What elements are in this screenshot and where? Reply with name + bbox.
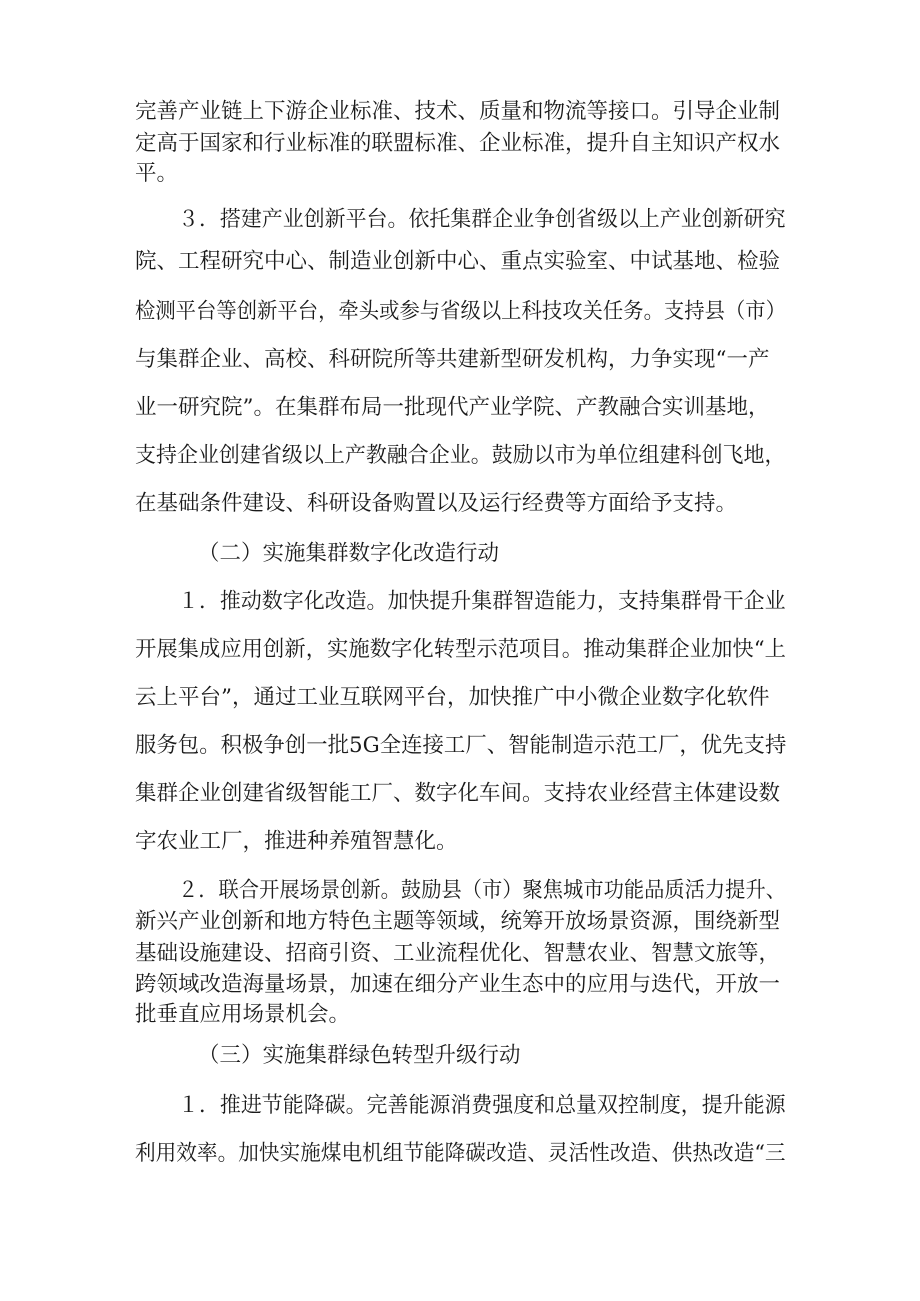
text-line: 服务包。积极争创一批5G全连接工厂、智能制造示范工厂，优先支持 [135, 733, 787, 758]
text-line: 新兴产业创新和地方特色主题等领域，统筹开放场景资源，围绕新型 [135, 909, 781, 934]
text-line: 字农业工厂，推进种养殖智慧化。 [135, 829, 458, 854]
text-line: 院、工程研究中心、制造业创新中心、重点实验室、中试基地、检验 [135, 249, 781, 274]
text-line: 检测平台等创新平台，牵头或参与省级以上科技攻关任务。支持县（市） [135, 299, 787, 324]
text-line: 云上平台”，通过工业互联网平台，加快推广中小微企业数字化软件 [135, 685, 770, 710]
text-line: 集群企业创建省级智能工厂、数字化车间。支持农业经营主体建设数 [135, 781, 781, 806]
text-line: 批垂直应用场景机会。 [135, 1002, 351, 1027]
text-line: 定高于国家和行业标准的联盟标准、企业标准，提升自主知识产权水 [135, 131, 781, 156]
text-line: 完善产业链上下游企业标准、技术、质量和物流等接口。引导企业制 [135, 99, 781, 124]
section-heading-green: （三）实施集群绿色转型升级行动 [198, 1043, 521, 1068]
text-line: １．推动数字化改造。加快提升集群智造能力，支持集群骨干企业 [178, 589, 786, 614]
text-line: 跨领域改造海量场景，加速在细分产业生态中的应用与迭代，开放一 [135, 972, 781, 997]
text-line: 业一研究院”。在集群布局一批现代产业学院、产教融合实训基地， [135, 395, 770, 420]
text-line: １．推进节能降碳。完善能源消费强度和总量双控制度，提升能源 [178, 1093, 786, 1118]
text-line: ３．搭建产业创新平台。依托集群企业争创省级以上产业创新研究 [178, 207, 786, 232]
section-heading-digital: （二）实施集群数字化改造行动 [198, 541, 500, 566]
text-line: 基础设施建设、招商引资、工业流程优化、智慧农业、智慧文旅等， [135, 941, 781, 966]
text-line: ２．联合开展场景创新。鼓励县（市）聚焦城市功能品质活力提升、 [178, 878, 786, 903]
text-line: 平。 [135, 161, 179, 186]
text-line: 利用效率。加快实施煤电机组节能降碳改造、灵活性改造、供热改造“三 [135, 1141, 786, 1166]
text-line: 开展集成应用创新，实施数字化转型示范项目。推动集群企业加快“上 [135, 637, 787, 662]
text-line: 支持企业创建省级以上产教融合企业。鼓励以市为单位组建科创飞地， [135, 443, 786, 468]
text-line: 与集群企业、高校、科研院所等共建新型研发机构，力争实现“一产 [135, 347, 770, 372]
text-line: 在基础条件建设、科研设备购置以及运行经费等方面给予支持。 [135, 491, 738, 516]
